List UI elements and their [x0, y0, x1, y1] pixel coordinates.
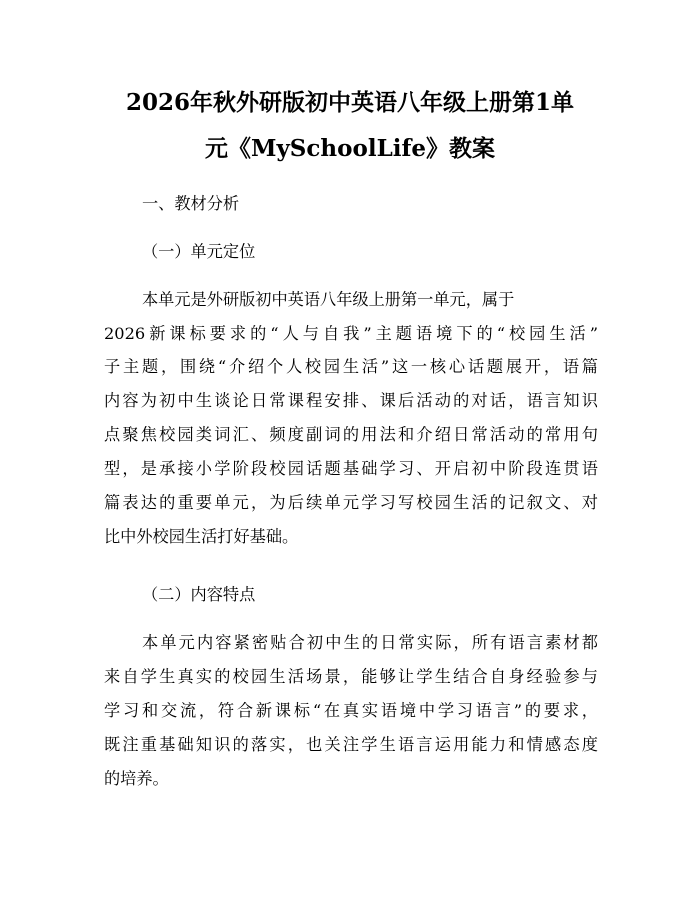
paragraph-line: 本单元是外研版初中英语八年级上册第一单元，属于 — [142, 290, 515, 309]
subsection-heading-content-features: （二）内容特点 — [142, 585, 256, 604]
paragraph-line: 学习和交流，符合新课标“在真实语境中学习语言”的要求， — [104, 701, 598, 720]
paragraph-line: 型，是承接小学阶段校园话题基础学习、开启初中阶段连贯语 — [104, 459, 598, 478]
paragraph-line: 的培养。 — [104, 769, 169, 788]
paragraph-line: 子主题，围绕“介绍个人校园生活”这一核心话题展开，语篇 — [104, 357, 598, 376]
paragraph-line: 来自学生真实的校园生活场景，能够让学生结合自身经验参与 — [104, 667, 598, 686]
document-title-line-1: 2026年秋外研版初中英语八年级上册第1单 — [125, 89, 575, 116]
paragraph-line: 点聚焦校园类词汇、频度副词的用法和介绍日常活动的常用句 — [104, 425, 598, 444]
paragraph-line: 2026新课标要求的“人与自我”主题语境下的“校园生活” — [104, 324, 598, 343]
paragraph-line: 篇表达的重要单元，为后续单元学习写校园生活的记叙文、对 — [104, 493, 598, 512]
paragraph-line: 既注重基础知识的落实，也关注学生语言运用能力和情感态度 — [104, 735, 598, 754]
paragraph-line: 本单元内容紧密贴合初中生的日常实际，所有语言素材都 — [142, 633, 598, 652]
document-title-line-2: 元《MySchoolLife》教案 — [204, 135, 495, 162]
section-heading-textbook-analysis: 一、教材分析 — [142, 194, 240, 213]
paragraph-line: 比中外校园生活打好基础。 — [104, 527, 299, 546]
subsection-heading-unit-positioning: （一）单元定位 — [142, 242, 256, 261]
paragraph-line: 内容为初中生谈论日常课程安排、课后活动的对话，语言知识 — [104, 391, 598, 410]
